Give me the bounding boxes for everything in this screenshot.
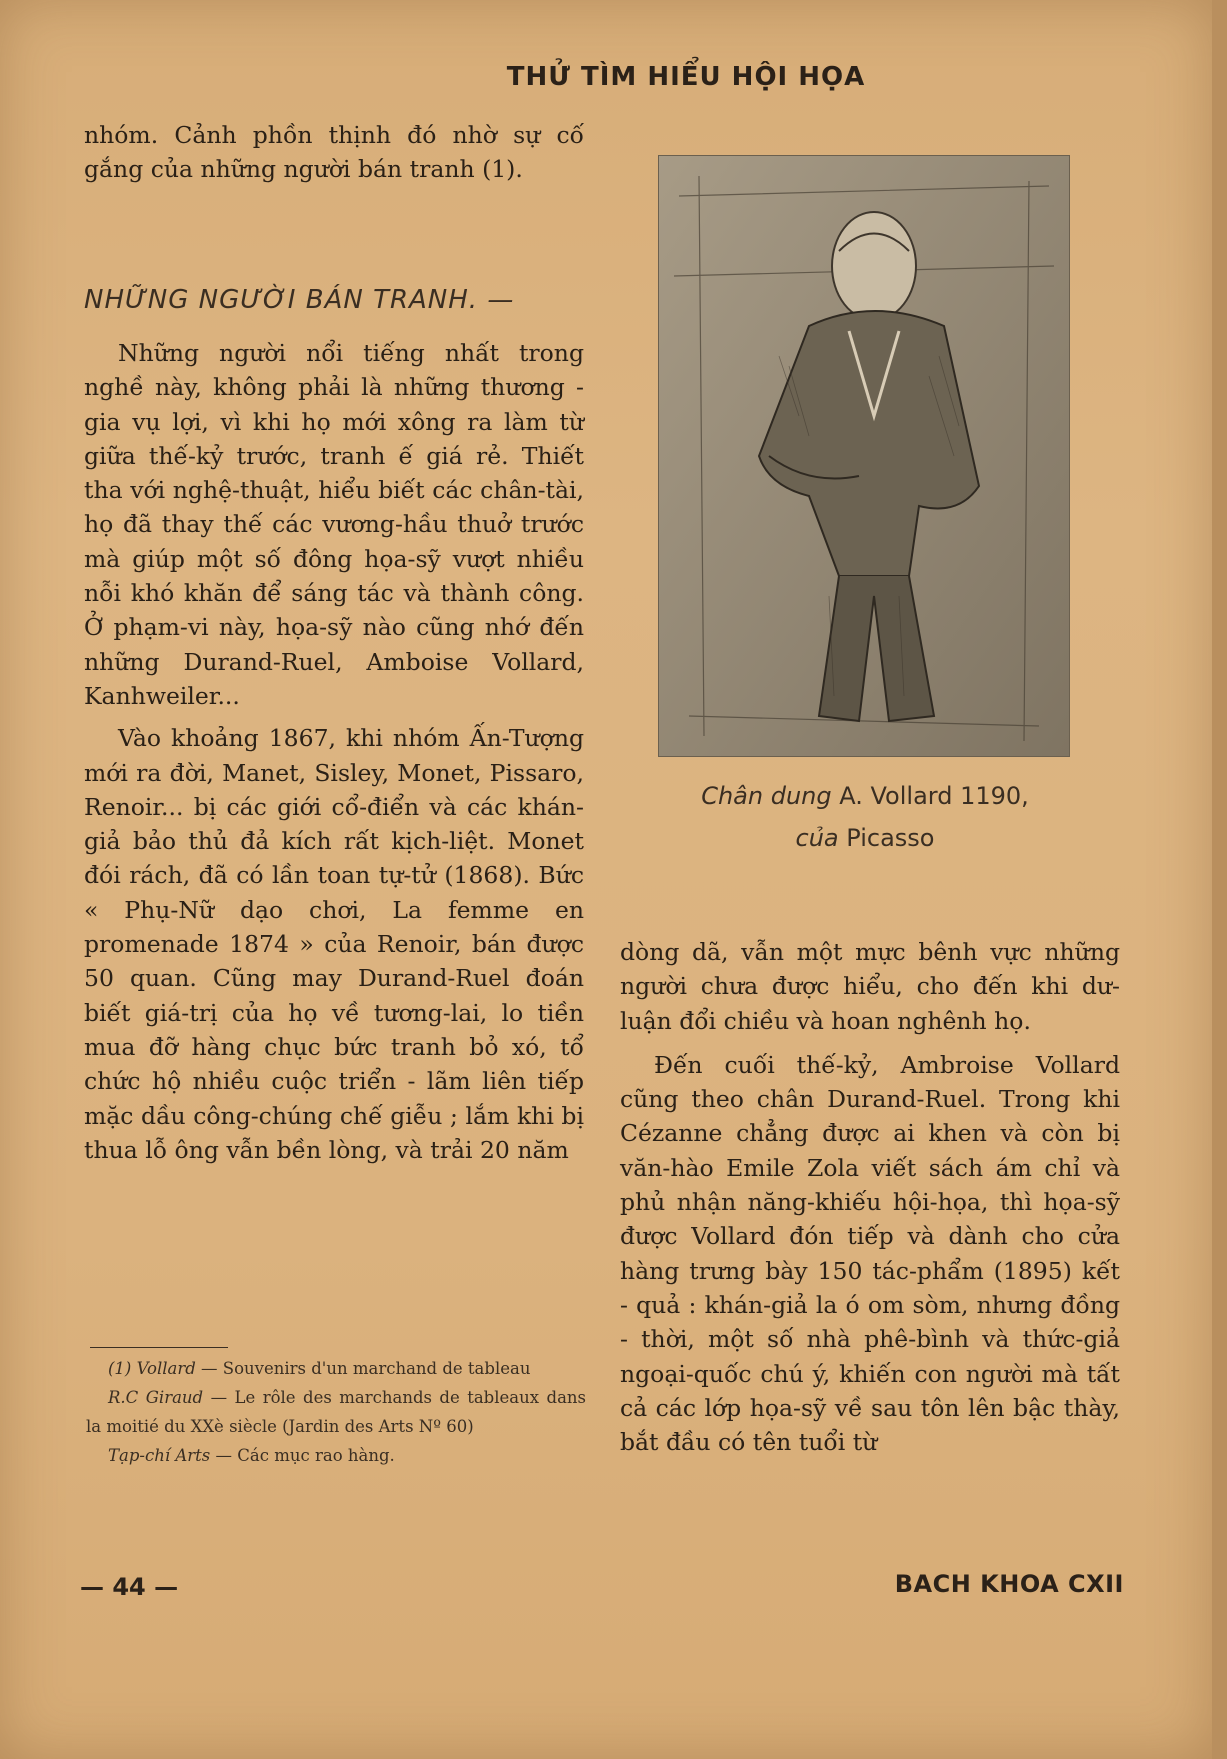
caption-text-part: A. Vollard 1190, [839, 782, 1029, 810]
running-header: THỬ TÌM HIỂU HỘI HỌA [506, 62, 866, 92]
caption-line-1 [630, 775, 1100, 817]
footnote-text: — Le rôle des marchands de tableaux dans la moitié du XXè siècle (Jardin des Arts Nº 60) [86, 1388, 586, 1436]
page-number: — 44 — [80, 1573, 179, 1601]
section-heading: NHỮNG NGƯỜI BÁN TRANH. — [84, 285, 515, 315]
caption-line-2 [630, 817, 1100, 859]
left-column-body [84, 336, 584, 1167]
footnote [86, 1383, 586, 1441]
portrait-sketch-image [659, 156, 1069, 756]
left-column-opening [84, 118, 584, 187]
footnote-author: Tạp-chí Arts [108, 1446, 211, 1465]
footnote-author: R.C Giraud [108, 1388, 204, 1407]
footnote-text: — Các mục rao hàng. [210, 1446, 395, 1465]
footnote [86, 1441, 586, 1470]
caption-italic-part: của [795, 824, 839, 852]
footnote-text: — Souvenirs d'un marchand de tableau [195, 1359, 531, 1378]
footnote-separator [90, 1347, 228, 1348]
opening-paragraph: nhóm. Cảnh phồn thịnh đó nhờ sự cố gắng của những người bán tranh (1). [84, 121, 584, 184]
caption-text-part: Picasso [846, 824, 935, 852]
footnotes [86, 1354, 586, 1470]
body-paragraph: Vào khoảng 1867, khi nhóm Ấn-Tượng mới ra đời, Manet, Sisley, Monet, Pissaro, Renoir... bị các giới cổ-điển và các khán-giả bảo thủ đả kích rất kịch-liệt. Monet đói rách, đã có lần toan tự-tử (1868). Bức « Phụ-Nữ dạo chơi, La femme en promenade 1874 » của Renoir, bán được 50 quan. Cũng may Durand-Ruel đoán biết giá-trị của họ về tương-lai, lo tiền mua đỡ hàng chục bức tranh bỏ xó, tổ chức hộ nhiều cuộc triển - lãm liên tiếp mặc dầu công-chúng chế giễu ; lắm khi bị thua lỗ ông vẫn bền lòng, và trải 20 năm [84, 724, 584, 1164]
figure-caption [630, 775, 1100, 859]
portrait-illustration [658, 155, 1070, 757]
caption-italic-part: Chân dung [701, 782, 832, 810]
body-paragraph: dòng dã, vẫn một mực bênh vực những người chưa được hiểu, cho đến khi dư-luận đổi chiều và hoan nghênh họ. [620, 938, 1120, 1035]
body-paragraph: Đến cuối thế-kỷ, Ambroise Vollard cũng theo chân Durand-Ruel. Trong khi Cézanne chẳng được ai khen và còn bị văn-hào Emile Zola viết sách ám chỉ và phủ nhận năng-khiếu hội-họa, thì họa-sỹ được Vollard đón tiếp và dành cho cửa hàng trưng bày 150 tác-phẩm (1895) kết - quả : khán-giả la ó om sòm, nhưng đồng - thời, một số nhà phê-bình và thức-giả ngoại-quốc chú ý, khiến con người mà tất cả các lớp họa-sỹ về sau tôn lên bậc thày, bắt đầu có tên tuổi từ [620, 1050, 1120, 1457]
footnote-author: (1) Vollard [108, 1359, 196, 1378]
footnote [86, 1354, 586, 1383]
right-column-body [620, 935, 1120, 1459]
running-footer: BACH KHOA CXII [894, 1570, 1124, 1598]
body-paragraph: Những người nổi tiếng nhất trong nghề này, không phải là những thương - gia vụ lợi, vì khi họ mới xông ra làm từ giữa thế-kỷ trước, tranh ế giá rẻ. Thiết tha với nghệ-thuật, hiểu biết các chân-tài, họ đã thay thế các vương-hầu thuở trước mà giúp một số đông họa-sỹ vượt nhiều nỗi khó khăn để sáng tác và thành công. Ở phạm-vi này, họa-sỹ nào cũng nhớ đến những Durand-Ruel, Amboise Vollard, Kanhweiler... [84, 339, 584, 710]
